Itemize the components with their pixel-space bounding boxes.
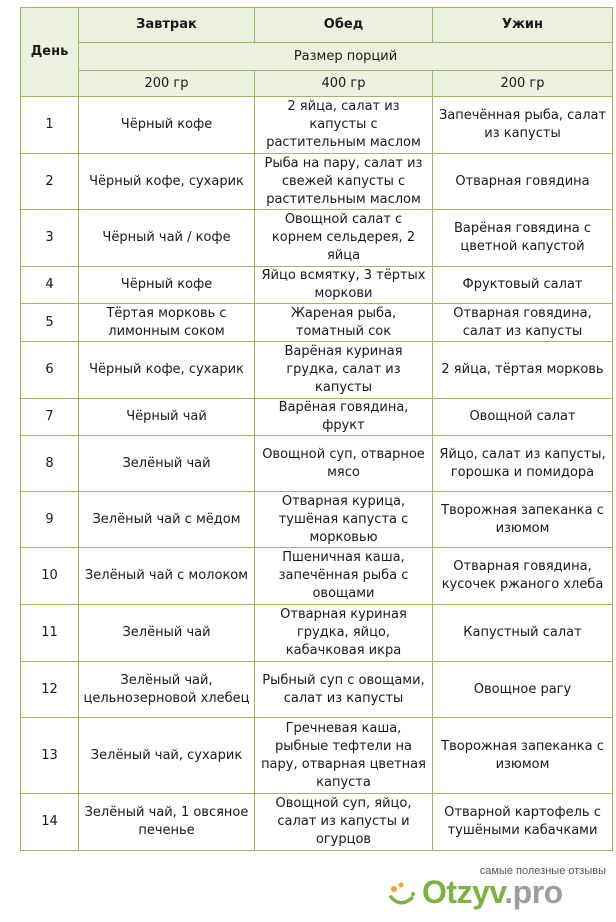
watermark-tagline: самые полезные отзывы bbox=[479, 865, 606, 877]
dinner-cell: Творожная запеканка с изюмом bbox=[433, 492, 613, 548]
breakfast-cell: Чёрный кофе, сухарик bbox=[79, 342, 255, 399]
table-row bbox=[21, 436, 613, 492]
day-number-cell: 13 bbox=[21, 718, 79, 794]
day-number-cell: 8 bbox=[21, 436, 79, 492]
day-number-cell: 10 bbox=[21, 548, 79, 605]
day-number-cell: 3 bbox=[21, 210, 79, 267]
table-row bbox=[21, 210, 613, 267]
dinner-cell: Варёная говядина с цветной капустой bbox=[433, 210, 613, 267]
day-number-cell: 7 bbox=[21, 399, 79, 436]
day-number-cell: 2 bbox=[21, 154, 79, 210]
dinner-cell: Творожная запеканка с изюмом bbox=[433, 718, 613, 794]
lunch-cell: Отварная куриная грудка, яйцо, кабачковая икра bbox=[255, 605, 433, 662]
table-row bbox=[21, 492, 613, 548]
day-number-cell: 1 bbox=[21, 97, 79, 154]
meal-plan-table bbox=[20, 7, 613, 851]
meal-plan-table-wrapper bbox=[20, 7, 612, 851]
dinner-cell: Яйцо, салат из капусты, горошка и помидора bbox=[433, 436, 613, 492]
breakfast-portion: 200 гр bbox=[79, 71, 255, 97]
breakfast-cell: Зелёный чай, 1 овсяное печенье bbox=[79, 794, 255, 851]
smiley-logo-icon bbox=[388, 880, 418, 910]
breakfast-header: Завтрак bbox=[79, 8, 255, 43]
lunch-header: Обед bbox=[255, 8, 433, 43]
lunch-cell: Овощной суп, яйцо, салат из капусты и огурцов bbox=[255, 794, 433, 851]
breakfast-cell: Чёрный чай bbox=[79, 399, 255, 436]
table-row bbox=[21, 304, 613, 342]
day-number-cell: 14 bbox=[21, 794, 79, 851]
table-row bbox=[21, 97, 613, 154]
dinner-cell: Отварная говядина bbox=[433, 154, 613, 210]
table-row bbox=[21, 267, 613, 304]
breakfast-cell: Зелёный чай, сухарик bbox=[79, 718, 255, 794]
breakfast-cell: Чёрный кофе, сухарик bbox=[79, 154, 255, 210]
lunch-cell: 2 яйца, салат из капусты с растительным маслом bbox=[255, 97, 433, 154]
table-row bbox=[21, 662, 613, 718]
lunch-cell: Овощной суп, отварное мясо bbox=[255, 436, 433, 492]
lunch-cell: Пшеничная каша, запечённая рыба с овощами bbox=[255, 548, 433, 605]
watermark-brand-main: Otzyv bbox=[422, 874, 505, 910]
lunch-cell: Варёная куриная грудка, салат из капусты bbox=[255, 342, 433, 399]
dinner-cell: Запечённая рыба, салат из капусты bbox=[433, 97, 613, 154]
table-row bbox=[21, 794, 613, 851]
breakfast-cell: Тёртая морковь с лимонным соком bbox=[79, 304, 255, 342]
dinner-portion: 200 гр bbox=[433, 71, 613, 97]
breakfast-cell: Чёрный кофе bbox=[79, 97, 255, 154]
dinner-cell: Овощное рагу bbox=[433, 662, 613, 718]
breakfast-cell: Зелёный чай bbox=[79, 436, 255, 492]
dinner-cell: Фруктовый салат bbox=[433, 267, 613, 304]
lunch-cell: Отварная курица, тушёная капуста с морковью bbox=[255, 492, 433, 548]
watermark-brand bbox=[422, 874, 563, 911]
table-row bbox=[21, 548, 613, 605]
lunch-cell: Рыбный суп с овощами, салат из капусты bbox=[255, 662, 433, 718]
table-row bbox=[21, 342, 613, 399]
lunch-cell: Яйцо всмятку, 3 тёртых моркови bbox=[255, 267, 433, 304]
table-row bbox=[21, 154, 613, 210]
day-number-cell: 9 bbox=[21, 492, 79, 548]
dinner-cell: Овощной салат bbox=[433, 399, 613, 436]
dinner-cell: Отварная говядина, салат из капусты bbox=[433, 304, 613, 342]
table-row bbox=[21, 718, 613, 794]
dinner-header: Ужин bbox=[433, 8, 613, 43]
day-number-cell: 5 bbox=[21, 304, 79, 342]
day-number-cell: 12 bbox=[21, 662, 79, 718]
breakfast-cell: Зелёный чай с мёдом bbox=[79, 492, 255, 548]
dinner-cell: Отварная говядина, кусочек ржаного хлеба bbox=[433, 548, 613, 605]
breakfast-cell: Чёрный кофе bbox=[79, 267, 255, 304]
lunch-cell: Жареная рыба, томатный сок bbox=[255, 304, 433, 342]
dinner-cell: Капустный салат bbox=[433, 605, 613, 662]
table-row bbox=[21, 605, 613, 662]
breakfast-cell: Зелёный чай bbox=[79, 605, 255, 662]
watermark bbox=[386, 864, 612, 916]
lunch-cell: Гречневая каша, рыбные тефтели на пару, отварная цветная капуста bbox=[255, 718, 433, 794]
portion-size-label: Размер порций bbox=[79, 43, 613, 71]
lunch-cell: Варёная говядина, фрукт bbox=[255, 399, 433, 436]
dinner-cell: Отварной картофель с тушёными кабачками bbox=[433, 794, 613, 851]
table-row bbox=[21, 399, 613, 436]
day-number-cell: 11 bbox=[21, 605, 79, 662]
lunch-cell: Овощной салат с корнем сельдерея, 2 яйца bbox=[255, 210, 433, 267]
day-number-cell: 6 bbox=[21, 342, 79, 399]
breakfast-cell: Зелёный чай с молоком bbox=[79, 548, 255, 605]
day-header: День bbox=[21, 8, 79, 97]
watermark-brand-tld: .pro bbox=[504, 874, 563, 910]
meal-plan-rows bbox=[21, 97, 613, 851]
breakfast-cell: Зелёный чай, цельнозерновой хлебец bbox=[79, 662, 255, 718]
lunch-cell: Рыба на пару, салат из свежей капусты с растительным маслом bbox=[255, 154, 433, 210]
day-number-cell: 4 bbox=[21, 267, 79, 304]
lunch-portion: 400 гр bbox=[255, 71, 433, 97]
dinner-cell: 2 яйца, тёртая морковь bbox=[433, 342, 613, 399]
breakfast-cell: Чёрный чай / кофе bbox=[79, 210, 255, 267]
